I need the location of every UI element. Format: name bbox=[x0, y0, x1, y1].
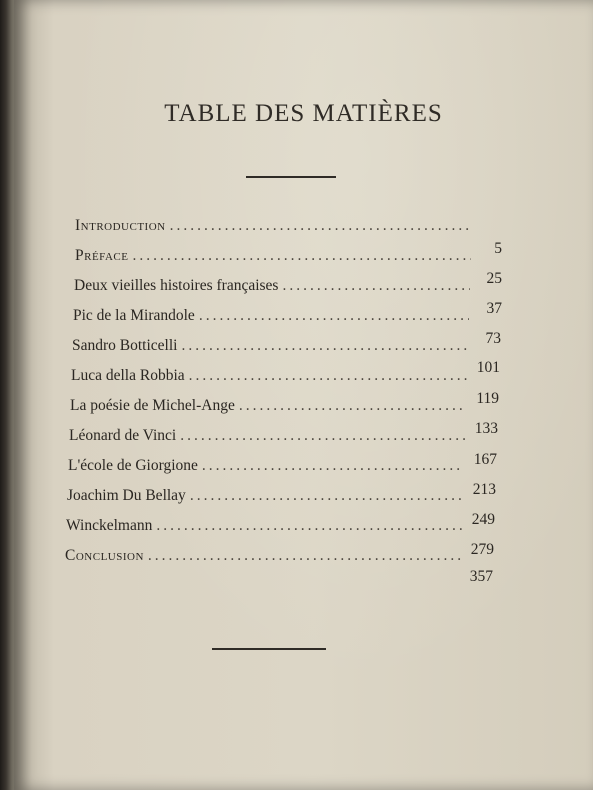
toc-leader bbox=[148, 547, 461, 565]
page-number: 249 bbox=[471, 511, 495, 528]
toc-entry-label: Winckelmann bbox=[66, 517, 153, 534]
toc-entry-label: Sandro Botticelli bbox=[72, 337, 178, 354]
toc-entry-label: L'école de Giorgione bbox=[68, 457, 198, 474]
toc-entry-pic-de-la-mirandole bbox=[73, 307, 473, 333]
toc-entry-winckelmann bbox=[66, 517, 466, 543]
toc-entry-ecole-de-giorgione bbox=[68, 457, 468, 483]
toc-leader bbox=[282, 277, 470, 295]
toc-entry-leonard-de-vinci bbox=[69, 427, 469, 453]
toc-entry-label: Conclusion bbox=[65, 547, 144, 564]
toc-leader bbox=[156, 517, 462, 535]
toc-entry-poesie-michel-ange bbox=[70, 397, 470, 423]
toc-entry-label: Joachim Du Bellay bbox=[67, 487, 186, 504]
toc-entry-preface bbox=[75, 247, 475, 273]
page-number: 133 bbox=[474, 420, 498, 437]
toc-leader bbox=[170, 217, 471, 235]
toc-entry-label: Préface bbox=[75, 247, 129, 264]
book-page bbox=[14, 0, 593, 790]
toc-entry-conclusion bbox=[65, 547, 465, 573]
closing-rule bbox=[212, 648, 326, 650]
page-number: 119 bbox=[476, 390, 499, 407]
toc-entry-introduction bbox=[75, 217, 475, 243]
toc-leader bbox=[202, 457, 464, 475]
page-number: 5 bbox=[494, 240, 502, 257]
toc-entry-label: Luca della Robbia bbox=[71, 367, 185, 384]
toc-leader bbox=[180, 427, 465, 445]
toc-leader bbox=[181, 337, 468, 355]
page-number: 357 bbox=[469, 568, 493, 585]
toc-entry-label: La poésie de Michel-Ange bbox=[70, 397, 235, 414]
toc-entry-joachim-du-bellay bbox=[67, 487, 467, 513]
table-of-contents bbox=[14, 0, 593, 790]
page-number: 73 bbox=[485, 330, 501, 347]
toc-entry-label: Léonard de Vinci bbox=[69, 427, 177, 444]
toc-leader bbox=[190, 487, 463, 505]
page-number: 37 bbox=[486, 300, 502, 317]
page-number: 213 bbox=[472, 481, 496, 498]
toc-leader bbox=[239, 397, 466, 415]
toc-entry-label: Introduction bbox=[75, 217, 166, 234]
toc-leader bbox=[199, 307, 469, 325]
toc-entry-deux-vieilles-histoires bbox=[74, 277, 474, 303]
toc-entry-label: Deux vieilles histoires françaises bbox=[74, 277, 279, 294]
page-number: 101 bbox=[476, 359, 500, 376]
page-number: 167 bbox=[473, 451, 497, 468]
page-number: 25 bbox=[486, 270, 502, 287]
toc-leader bbox=[132, 247, 471, 265]
page-title: TABLE DES MATIÈRES bbox=[164, 100, 443, 127]
page-number: 279 bbox=[470, 541, 494, 558]
toc-entry-luca-della-robbia bbox=[71, 367, 471, 393]
toc-entry-label: Pic de la Mirandole bbox=[73, 307, 195, 324]
toc-leader bbox=[189, 367, 467, 385]
toc-entry-sandro-botticelli bbox=[72, 337, 472, 363]
